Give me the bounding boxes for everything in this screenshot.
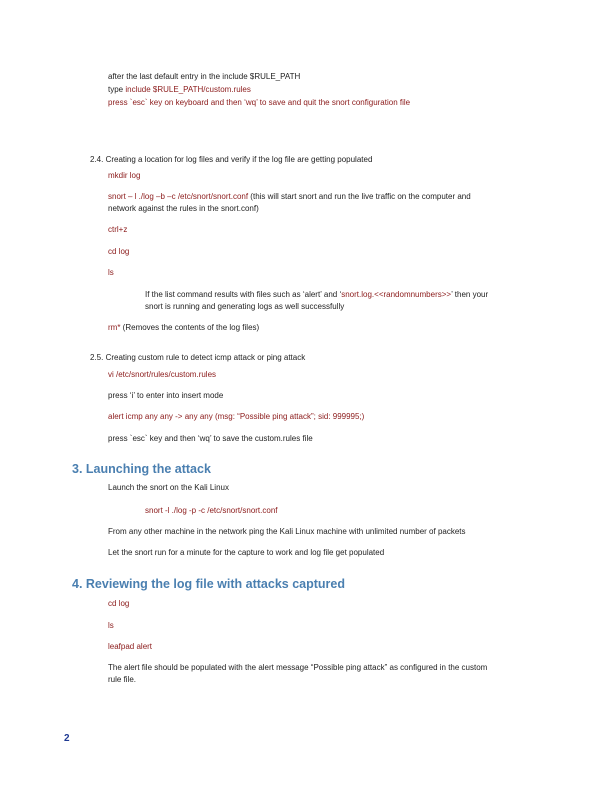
section-2-4-title: 2.4. Creating a location for log files and verify if the log file are getting populated bbox=[90, 155, 373, 164]
press-esc-note: press `esc` key and then ‘wq’ to save the custom.rules file bbox=[108, 434, 313, 443]
cmd-snort-launch: snort -l ./log -p -c /etc/snort/snort.conf bbox=[145, 506, 278, 515]
cmd-cd-log: cd log bbox=[108, 247, 130, 256]
intro-line-1: after the last default entry in the include $RULE_PATH bbox=[108, 72, 301, 81]
ls-note-1c: ’ then your bbox=[451, 290, 489, 299]
intro-line-3: press `esc` key on keyboard and then ‘wq’ to save and quit the snort configuration file bbox=[108, 98, 411, 107]
snort-log-filename: snort.log.<<randomnumbers>> bbox=[341, 290, 452, 299]
section-3-heading: 3. Launching the attack bbox=[72, 462, 211, 476]
press-i-note: press ‘i’ to enter into insert mode bbox=[108, 391, 224, 400]
intro-line-2 bbox=[108, 84, 251, 95]
cmd-ls: ls bbox=[108, 268, 114, 277]
cmd-ls-2: ls bbox=[108, 621, 114, 630]
include-rule-code: include $RULE_PATH/custom.rules bbox=[125, 85, 251, 94]
cmd-vi-custom-rules: vi /etc/snort/rules/custom.rules bbox=[108, 370, 217, 379]
cmd-cd-log-2: cd log bbox=[108, 599, 130, 608]
type-label: type bbox=[108, 85, 126, 94]
ls-note-2: snort is running and generating logs as well successfully bbox=[145, 302, 345, 311]
page-number: 2 bbox=[64, 733, 70, 744]
cmd-ctrlz: ctrl+z bbox=[108, 225, 128, 234]
launch-note: Launch the snort on the Kali Linux bbox=[108, 483, 229, 492]
ls-note-1 bbox=[145, 289, 488, 300]
cmd-mkdir: mkdir log bbox=[108, 171, 141, 180]
wait-note: Let the snort run for a minute for the capture to work and log file get populated bbox=[108, 548, 385, 557]
alert-note-2: rule file. bbox=[108, 675, 137, 684]
rm-note: (Removes the contents of the log files) bbox=[120, 323, 260, 332]
section-4-heading: 4. Reviewing the log file with attacks captured bbox=[72, 577, 345, 591]
snort-note-1: (this will start snort and run the live traffic on the computer and bbox=[248, 192, 471, 201]
cmd-leafpad: leafpad alert bbox=[108, 642, 153, 651]
snort-note-2: network against the rules in the snort.conf) bbox=[108, 204, 259, 213]
ping-note: From any other machine in the network ping the Kali Linux machine with unlimited number of packets bbox=[108, 527, 466, 536]
snort-run-line-1 bbox=[108, 191, 471, 202]
cmd-snort: snort – l ./log –b –c /etc/snort/snort.conf bbox=[108, 192, 249, 201]
rm-line bbox=[108, 322, 259, 333]
cmd-rm: rm* bbox=[108, 323, 121, 332]
ls-note-1a: If the list command results with files such as ‘alert’ and ‘ bbox=[145, 290, 342, 299]
alert-note-1: The alert file should be populated with the alert message “Possible ping attack” as configured in the custom bbox=[108, 663, 488, 672]
section-2-5-title: 2.5. Creating custom rule to detect icmp attack or ping attack bbox=[90, 353, 306, 362]
alert-rule: alert icmp any any -> any any (msg: “Possible ping attack”; sid: 999995;) bbox=[108, 412, 365, 421]
